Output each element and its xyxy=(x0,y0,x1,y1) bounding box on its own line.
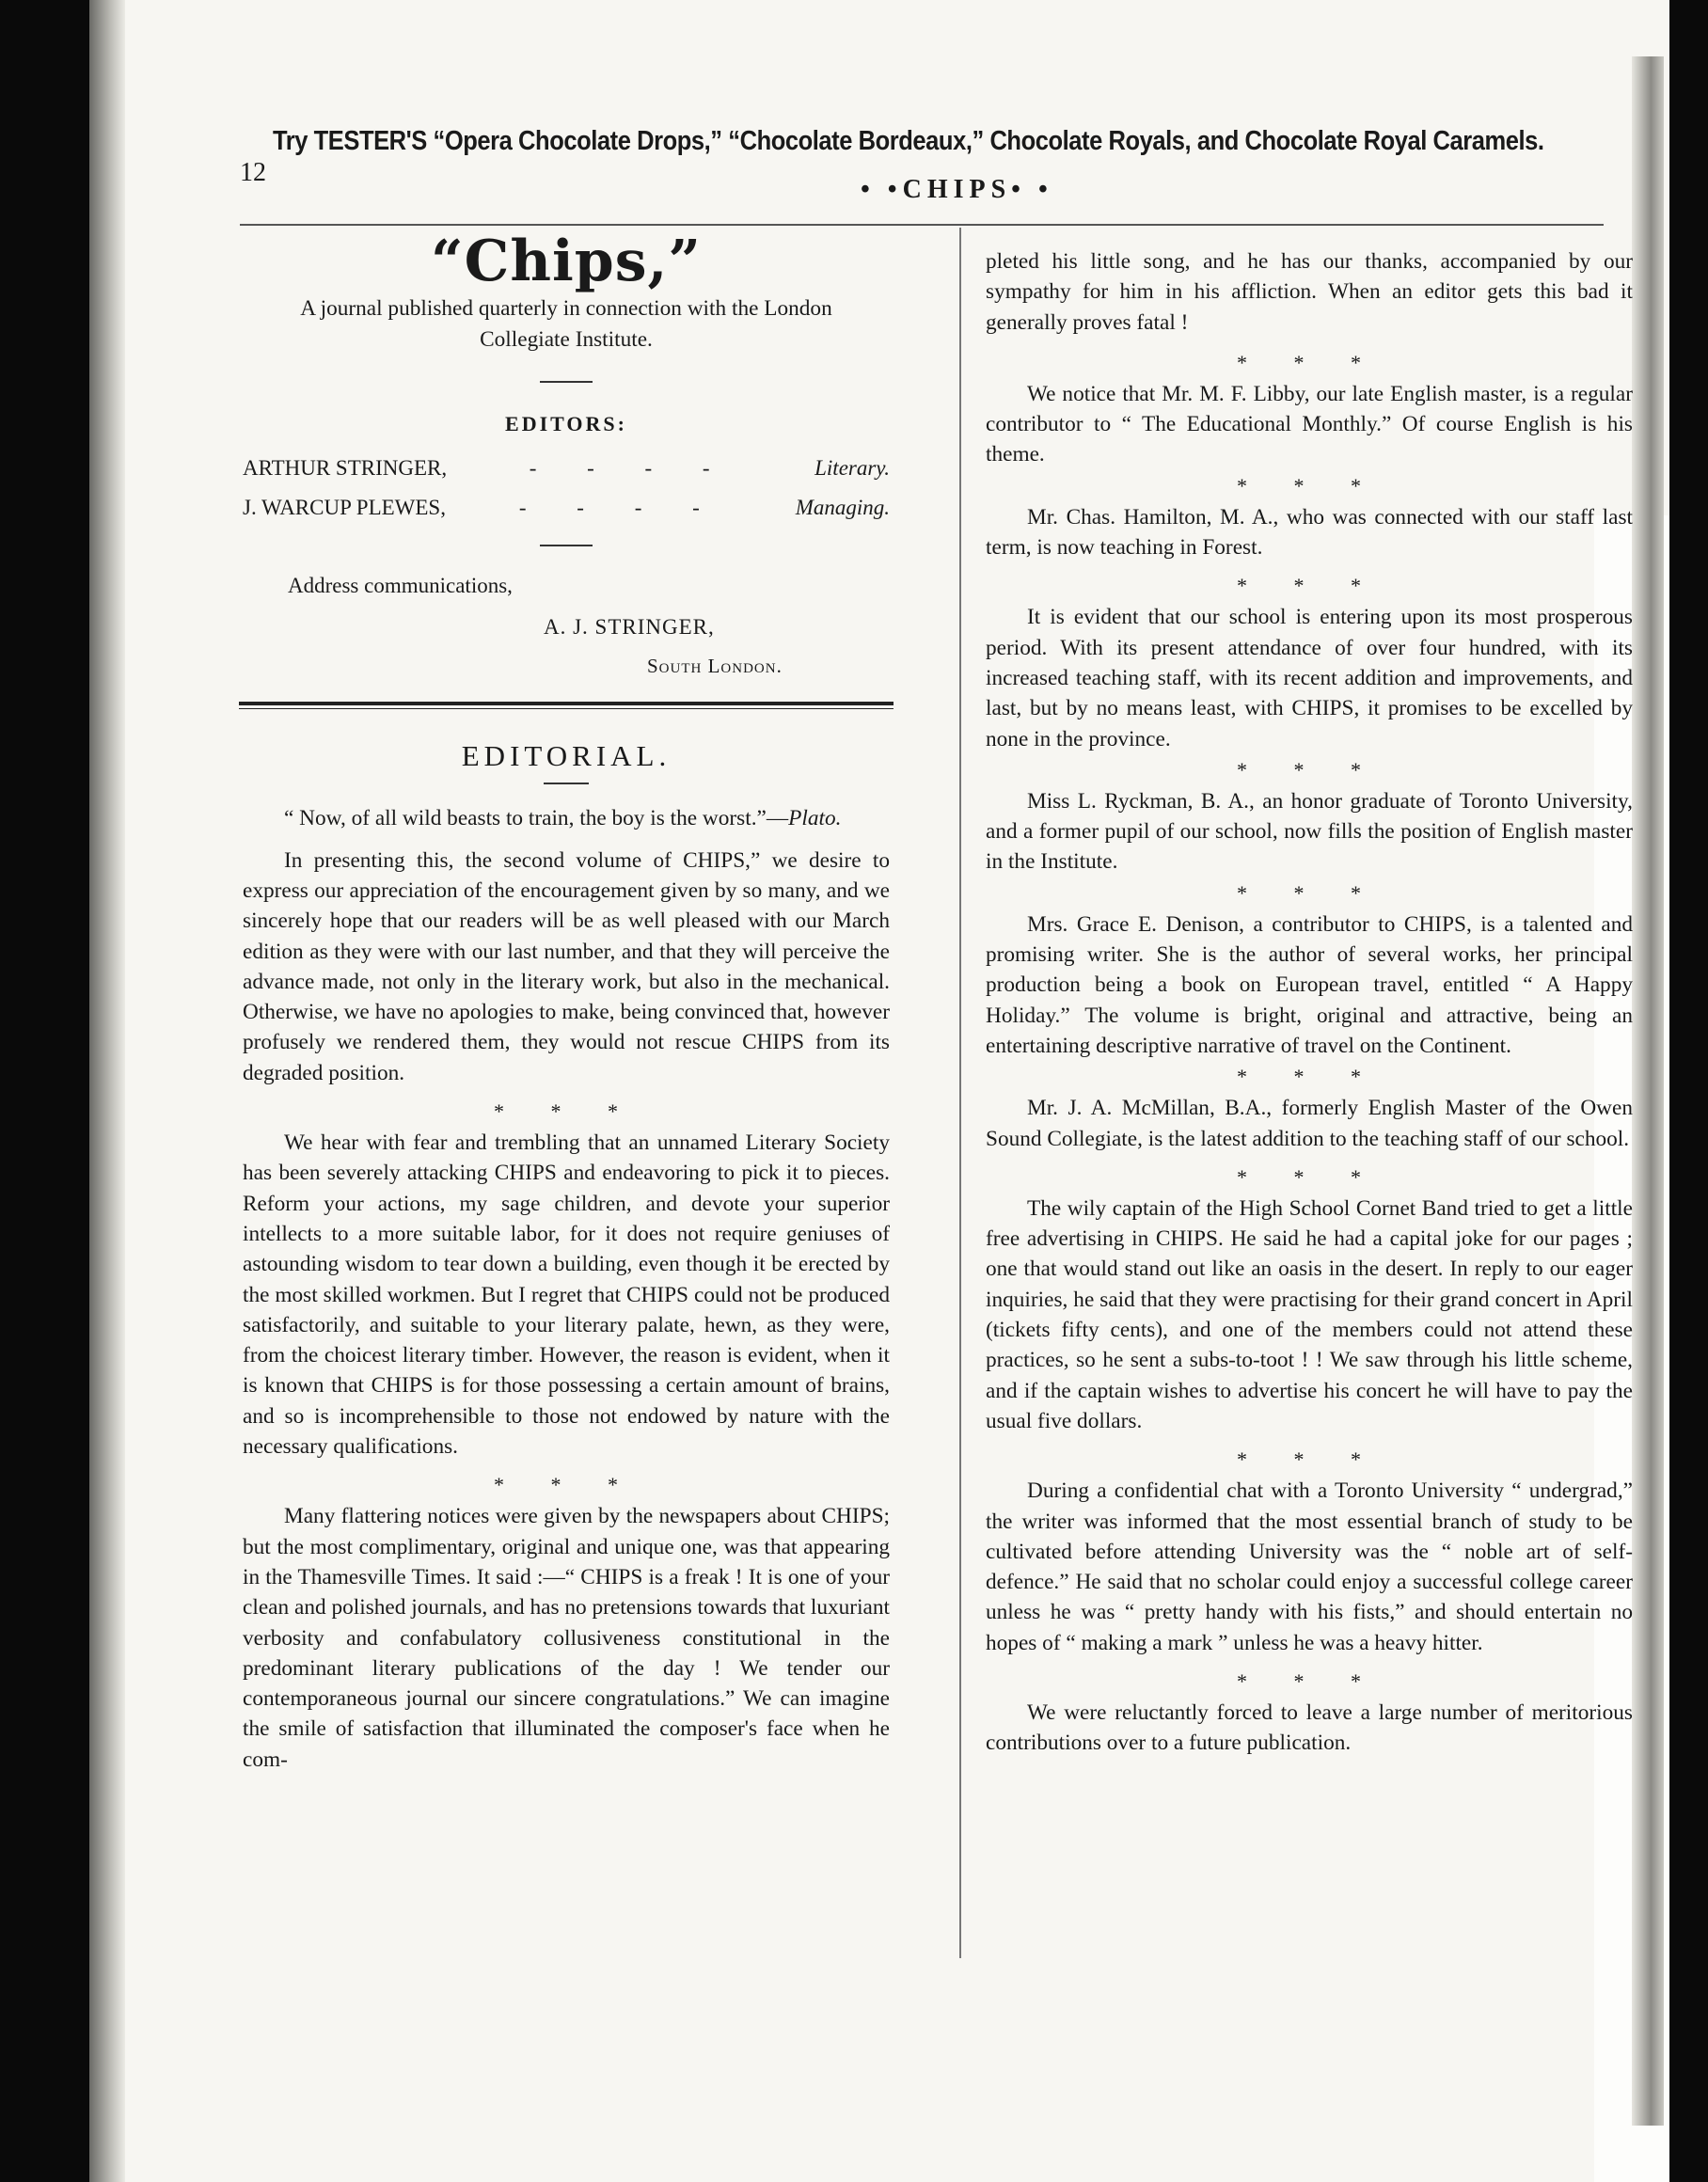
right-column xyxy=(986,246,1633,1759)
advertisement-line: Try TESTER'S “Opera Chocolate Drops,” “Chocolate Bordeaux,” Chocolate Royals, and Chocolate Royal Caramels. xyxy=(273,126,1544,156)
editor-role: Managing. xyxy=(795,496,890,520)
section-stars: * * * xyxy=(1237,574,1382,598)
paragraph: In presenting this, the second volume of CHIPS,” we desire to express our appreciation of the encouragement given by so many, and we sincerely hope that our readers will be as well pleased with our March edition as they were with our last number, and that they will perceive the advance made, not only in the literary work, but also in the mechanical. Otherwise, we have no apologies to make, being convinced that, however profusely we rendered them, they would not rescue CHIPS from its degraded position. xyxy=(243,847,890,1085)
section-stars: * * * xyxy=(1237,1164,1382,1189)
paragraph: Mrs. Grace E. Denison, a contributor to CHIPS, is a talented and promising writer. She is the author of several works, her principal production being a book on European travel, entitled “ A Happy Holiday.” The volume is bright, original and attractive, being an entertaining descriptive narrative of travel on the Continent. xyxy=(986,911,1633,1058)
left-column xyxy=(243,229,890,1775)
section-stars: * * * xyxy=(1237,473,1382,498)
paragraph: We notice that Mr. M. F. Libby, our late English master, is a regular contributor to “ The Educational Monthly.” Of course English is his theme. xyxy=(986,381,1633,467)
editor-role: Literary. xyxy=(814,456,890,481)
column-divider xyxy=(959,228,961,1958)
address-label: Address communications, xyxy=(288,574,513,598)
masthead-title: “Chips,” xyxy=(431,229,702,294)
page-number: 12 xyxy=(240,158,266,187)
editor-name: ARTHUR STRINGER, xyxy=(243,456,448,481)
section-stars: * * * xyxy=(1237,350,1382,374)
address-location: South London. xyxy=(647,654,783,677)
opening-quote: “ Now, of all wild beasts to train, the boy is the worst.”—Plato. xyxy=(284,806,842,831)
paragraph: It is evident that our school is entering upon its most prosperous period. With its present attendance of over four hundred, with its increased teaching staff, with its recent addition and improvements, and last, but by no means least, with CHIPS, it promises to be excelled by none in the province. xyxy=(986,605,1633,751)
right-page-edge xyxy=(1632,56,1664,2126)
section-stars: * * * xyxy=(494,1473,639,1497)
quote-author: Plato. xyxy=(788,806,842,831)
paragraph: Mr. Chas. Hamilton, M. A., who was connected with our staff last term, is now teaching in Forest. xyxy=(986,504,1633,561)
binding-edge xyxy=(89,0,125,2182)
paragraph: Miss L. Ryckman, B. A., an honor graduate of Toronto University, and a former pupil of our school, now fills the position of English master in the Institute. xyxy=(986,788,1633,875)
editors-label: EDITORS: xyxy=(505,411,627,435)
leader-dots: - - - - xyxy=(518,496,722,520)
paragraph: We hear with fear and trembling that an unnamed Literary Society has been severely attacking CHIPS and endeavoring to pick it to pieces. Reform your actions, my sage children, and devote your superior intellects to a more suitable labor, for it does not require geniuses of astounding wisdom to tear down a building, even though it be erected by the most skilled workmen. But I regret that CHIPS could not be produced satisfactorily, and suitable to your literary palate, hewn, as they were, from the choicest literary timber. However, the reason is evident, when it is known that CHIPS is for those possessing a certain amount of brains, and so is incomprehensible to those not endowed by nature with the necessary qualifications. xyxy=(243,1131,890,1460)
paragraph-continued: pleted his little song, and he has our thanks, accompanied by our sympathy for him in his affliction. When an editor gets this bad it generally proves fatal ! xyxy=(986,249,1633,335)
divider xyxy=(544,783,589,784)
address-name: A. J. STRINGER, xyxy=(544,615,715,640)
header-rule xyxy=(240,224,1604,226)
paragraph: Mr. J. A. McMillan, B.A., formerly English Master of the Owen Sound Collegiate, is the latest addition to the teaching staff of our school. xyxy=(986,1096,1633,1151)
section-stars: * * * xyxy=(1237,1065,1382,1089)
section-stars: * * * xyxy=(494,1099,639,1124)
section-stars: * * * xyxy=(1237,757,1382,782)
section-double-rule xyxy=(239,702,894,709)
section-stars: * * * xyxy=(1237,1668,1382,1693)
editor-row xyxy=(243,488,890,528)
page xyxy=(89,0,1669,2182)
paragraph: We were reluctantly forced to leave a large number of meritorious contributions over to a future publication. xyxy=(986,1700,1633,1756)
paragraph: During a confidential chat with a Toronto University “ undergrad,” the writer was informed that the most essential branch of study to be cultivated before attending University was the “ noble art of self-defence.” He said that no scholar could enjoy a successful college career unless he was “ pretty handy with his fists,” and should entertain no hopes of “ making a mark ” unless he was a heavy hitter. xyxy=(986,1478,1633,1655)
section-title: EDITORIAL. xyxy=(461,739,672,773)
leader-dots: - - - - xyxy=(529,456,733,481)
divider xyxy=(540,545,593,546)
section-stars: * * * xyxy=(1237,1447,1382,1472)
section-stars: * * * xyxy=(1237,880,1382,905)
paragraph: The wily captain of the High School Cornet Band tried to get a little free advertising in CHIPS. He said he had a capital joke for our pages ; one that would stand out like an oasis in the desert. In reply to our eager inquiries, he said that they were practising for their grand concert in April (tickets fifty cents), and one of the members could not attend these practices, so he sent a subs-to-toot ! ! We saw through his little scheme, and if the captain wishes to advertise his concert he will have to pay the usual five dollars. xyxy=(986,1195,1633,1433)
running-head: • •CHIPS• • xyxy=(861,175,1053,204)
divider xyxy=(540,381,593,383)
paragraph: Many flattering notices were given by the newspapers about CHIPS; but the most complimentary, original and unique one, was that appearing in the Thamesville Times. It said :—“ CHIPS is a freak ! It is one of your clean and polished journals, and has no pretensions towards that luxuriant verbosity and confabulatory collusiveness constitutional in the predominant literary publications of the day ! We tender our contemporaneous journal our sincere congratulations.” We can imagine the smile of satisfaction that illuminated the composer's face when he com- xyxy=(243,1504,890,1772)
editor-row xyxy=(243,449,890,488)
masthead-description: A journal published quarterly in connection with the London Collegiate Institute. xyxy=(300,296,832,352)
editor-name: J. WARCUP PLEWES, xyxy=(243,496,446,520)
